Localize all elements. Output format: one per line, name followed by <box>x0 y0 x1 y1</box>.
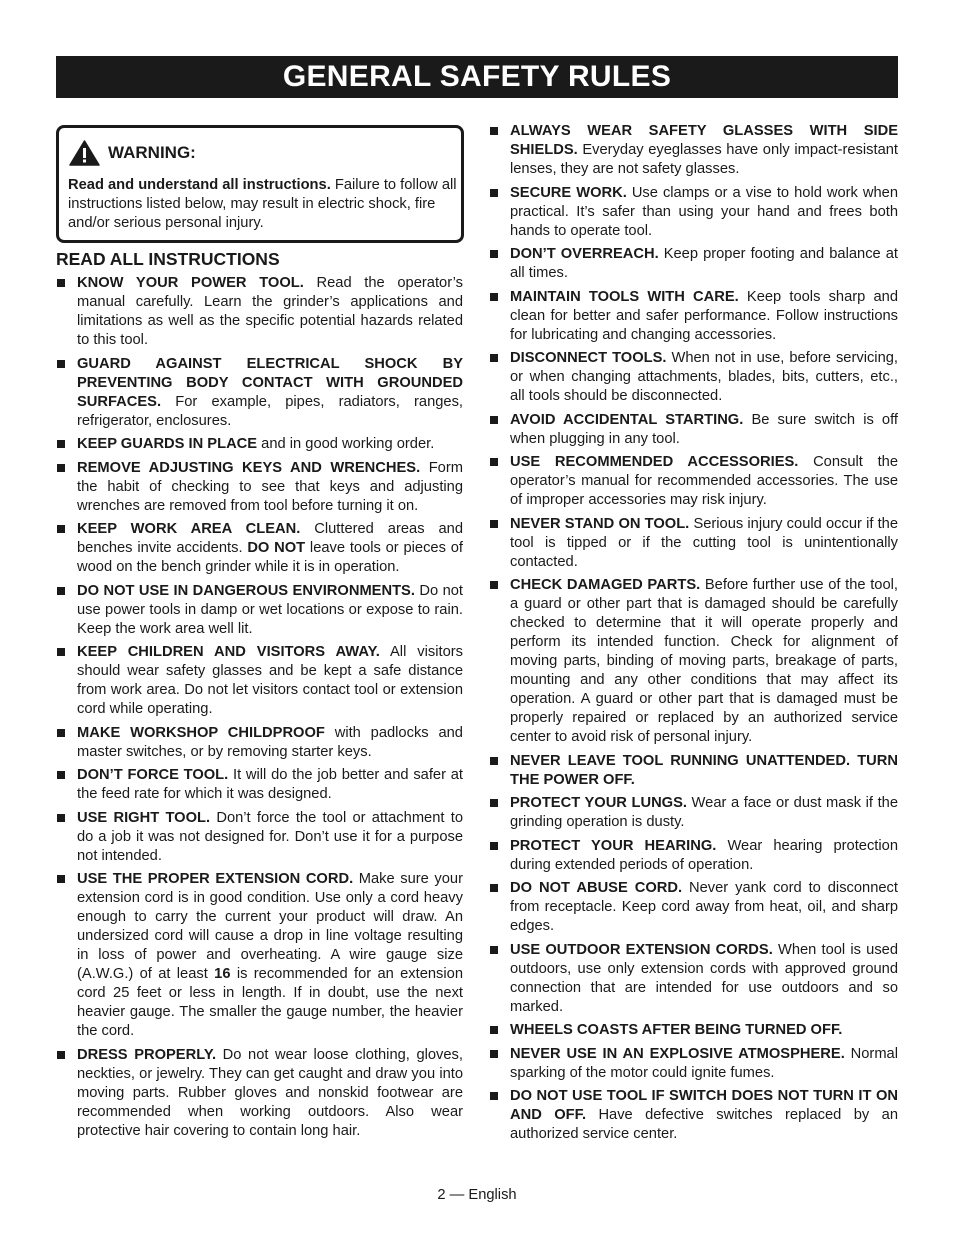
page-title-bar <box>56 56 898 98</box>
safety-rule-item <box>490 1021 898 1040</box>
rule-lead: DRESS PROPERLY. <box>77 1046 217 1063</box>
safety-rule-item <box>490 515 898 572</box>
bullet-square-icon <box>490 189 498 197</box>
safety-rule-item <box>57 643 463 719</box>
bullet-square-icon <box>490 354 498 362</box>
bullet-square-icon <box>57 279 65 287</box>
rule-text: Form the habit of checking to see that keys and adjusting wrenches are removed from tool before turning it on. <box>77 459 463 514</box>
rule-lead: PROTECT YOUR LUNGS. <box>510 795 687 811</box>
rule-lead: KEEP GUARDS IN PLACE <box>77 436 258 452</box>
bullet-square-icon <box>490 581 498 589</box>
rule-lead: REMOVE ADJUSTING KEYS AND WRENCHES. <box>77 459 421 476</box>
rule-text: When tool is used outdoors, use only extension cords with approved ground connection that are intended for use outdoors and so marked. <box>510 941 898 1015</box>
safety-rule-item <box>490 453 898 510</box>
safety-rule-item <box>490 576 898 747</box>
bullet-square-icon <box>490 1050 498 1058</box>
bullet-square-icon <box>490 250 498 258</box>
bullet-square-icon <box>57 1051 65 1059</box>
warning-heading: WARNING: <box>108 143 196 162</box>
safety-rule-item <box>490 122 898 179</box>
rule-lead: USE RIGHT TOOL. <box>77 809 211 826</box>
rule-lead: MAINTAIN TOOLS WITH CARE. <box>510 288 739 305</box>
safety-rule-item <box>490 184 898 241</box>
bullet-square-icon <box>490 799 498 807</box>
safety-rule-item <box>490 837 898 875</box>
safety-rule-item <box>57 355 463 431</box>
rule-lead: WHEELS COASTS AFTER BEING TURNED OFF. <box>510 1022 843 1038</box>
rule-text: It will do the job better and safer at the feed rate for which it was designed. <box>77 767 463 802</box>
bullet-square-icon <box>57 464 65 472</box>
safety-rule-item <box>57 435 463 454</box>
bullet-square-icon <box>490 842 498 850</box>
rule-text: When not in use, before servicing, or when changing attachments, blades, bits, cutters, etc., all tools should be disconnected. <box>510 350 898 404</box>
rule-text: Do not use power tools in damp or wet locations or expose to rain. Keep the work area well lit. <box>77 582 463 637</box>
bullet-square-icon <box>490 520 498 528</box>
rule-text: For example, pipes, radiators, ranges, refrigerator, enclosures. <box>77 393 463 429</box>
rule-text: Have defective switches replaced by an authorized service center. <box>510 1107 898 1142</box>
rule-text: Wear hearing protection during extended periods of operation. <box>510 837 898 873</box>
rule-text-continued: is recommended for an extension cord 25 feet or less in length. If in doubt, use the next heavier gauge. The smaller the gauge number, the heavier the cord. <box>77 966 463 1039</box>
rule-lead: KEEP CHILDREN AND VISITORS AWAY. <box>77 644 380 660</box>
rule-lead: DISCONNECT TOOLS. <box>510 350 667 366</box>
rule-lead: USE OUTDOOR EXTENSION CORDS. <box>510 941 773 958</box>
rule-lead: KEEP WORK AREA CLEAN. <box>77 521 301 537</box>
safety-rule-item <box>57 809 463 866</box>
rule-lead: DO NOT USE TOOL IF SWITCH DOES NOT TURN IT ON AND OFF. <box>510 1088 898 1123</box>
safety-rule-item <box>490 941 898 1017</box>
rule-lead: GUARD AGAINST ELECTRICAL SHOCK BY PREVENTING BODY CONTACT WITH GROUNDED SURFACES. <box>77 355 463 410</box>
rule-text: Before further use of the tool, a guard or other part that is damaged should be carefully checked to determine that it will operate properly and perform its intended function. Check for alignment of moving parts, binding of moving parts, breakage of parts, mounting and any other conditions that may affect its operation. A guard or other part that is damaged must be properly repaired or replaced by an authorized service center to avoid risk of personal injury. <box>510 577 898 745</box>
rule-text: Wear a face or dust mask if the grinding operation is dusty. <box>510 795 898 830</box>
bullet-square-icon <box>490 293 498 301</box>
rule-text: Serious injury could occur if the tool is tipped or if the cutting tool is unintentionally contacted. <box>510 515 898 570</box>
warning-header <box>69 140 196 166</box>
rule-lead: DON’T OVERREACH. <box>510 246 659 262</box>
bullet-square-icon <box>490 884 498 892</box>
left-rules-column <box>57 274 463 1145</box>
rule-text: All visitors should wear safety glasses and be kept a safe distance from work area. Do not let visitors contact tool or extension cord while operating. <box>77 644 464 717</box>
rule-lead: NEVER LEAVE TOOL RUNNING UNATTENDED. TURN THE POWER OFF. <box>510 752 898 788</box>
rule-text: Consult the operator’s manual for recommended accessories. The use of improper accessories may risk injury. <box>510 454 898 508</box>
warning-box <box>56 125 464 243</box>
rule-text: Never yank cord to disconnect from receptacle. Keep cord away from heat, oil, and sharp edges. <box>510 880 898 934</box>
rule-lead: NEVER USE IN AN EXPLOSIVE ATMOSPHERE. <box>510 1045 845 1062</box>
rule-lead: KNOW YOUR POWER TOOL. <box>77 275 304 291</box>
bullet-square-icon <box>57 729 65 737</box>
safety-rule-item <box>57 870 463 1041</box>
bullet-square-icon <box>57 525 65 533</box>
rule-lead: USE RECOMMENDED ACCESSORIES. <box>510 454 799 470</box>
bullet-square-icon <box>57 440 65 448</box>
rule-text: with padlocks and master switches, or by removing starter keys. <box>77 724 463 760</box>
safety-rule-item <box>57 1046 463 1141</box>
rule-lead: USE THE PROPER EXTENSION CORD. <box>77 871 354 887</box>
rule-text: Keep tools sharp and clean for better and safer performance. Follow instructions for lubricating and changing accessories. <box>510 288 898 343</box>
safety-rule-item <box>490 1045 898 1083</box>
warning-text <box>68 176 458 233</box>
rule-text: Cluttered areas and benches invite accidents. <box>77 521 463 556</box>
bullet-square-icon <box>490 1092 498 1100</box>
rule-lead: AVOID ACCIDENTAL STARTING. <box>510 411 744 428</box>
rule-lead: CHECK DAMAGED PARTS. <box>510 577 701 593</box>
rule-lead: ALWAYS WEAR SAFETY GLASSES WITH SIDE SHIELDS. <box>510 123 898 158</box>
rule-emphasis: 16 <box>214 966 231 982</box>
page-title: GENERAL SAFETY RULES <box>282 60 672 93</box>
rule-text: and in good working order. <box>257 436 435 452</box>
rule-text: Don’t force the tool or attachment to do a job it was not designed for. Don’t use it for a purpose not intended. <box>77 809 463 864</box>
warning-triangle-icon <box>69 140 100 166</box>
bullet-square-icon <box>57 771 65 779</box>
safety-rule-item <box>57 459 463 516</box>
bullet-square-icon <box>490 458 498 466</box>
rule-lead: MAKE WORKSHOP CHILDPROOF <box>77 724 325 741</box>
rule-text: Everyday eyeglasses have only impact-resistant lenses, they are not safety glasses. <box>510 142 898 177</box>
rule-text: Be sure switch is off when plugging in any tool. <box>510 411 898 447</box>
bullet-square-icon <box>57 360 65 368</box>
rule-lead: DO NOT USE IN DANGEROUS ENVIRONMENTS. <box>77 582 415 599</box>
safety-rule-item <box>490 245 898 283</box>
rule-lead: DO NOT ABUSE CORD. <box>510 880 683 896</box>
rule-lead: DON’T FORCE TOOL. <box>77 767 229 783</box>
rule-text: Normal sparking of the motor could ignite fumes. <box>510 1045 898 1081</box>
rule-text: Use clamps or a vise to hold work when practical. It’s safer than using your hand and frees both hands to operate tool. <box>510 184 899 239</box>
safety-rule-item <box>490 411 898 449</box>
rule-text: Make sure your extension cord is in good condition. Use only a cord heavy enough to carry the current your product will draw. An undersized cord will cause a drop in line voltage resulting in loss of power and overheating. A wire gauge size (A.W.G.) of at least <box>77 871 463 982</box>
rule-emphasis: DO NOT <box>247 540 306 556</box>
safety-rule-item <box>57 766 463 804</box>
safety-rule-item <box>57 582 463 639</box>
bullet-square-icon <box>490 757 498 765</box>
rule-text: Keep proper footing and balance at all times. <box>510 246 899 281</box>
safety-rule-item <box>490 288 898 345</box>
safety-rule-item <box>490 752 898 790</box>
rule-lead: PROTECT YOUR HEARING. <box>510 837 717 854</box>
bullet-square-icon <box>490 127 498 135</box>
bullet-square-icon <box>57 587 65 595</box>
bullet-square-icon <box>490 1026 498 1034</box>
safety-rule-item <box>490 349 898 406</box>
safety-rule-item <box>490 879 898 936</box>
rule-lead: NEVER STAND ON TOOL. <box>510 515 690 532</box>
right-rules-column <box>490 122 898 1149</box>
rule-text-continued: leave tools or pieces of wood on the bench grinder while it is in operation. <box>77 540 463 575</box>
page-footer: 2 — English <box>437 1187 517 1203</box>
rule-text: Do not wear loose clothing, gloves, neckties, or jewelry. They can get caught and draw you into moving parts. Rubber gloves and nonskid footwear are recommended when working outdoors. Also wear protective hair covering to contain long hair. <box>77 1046 463 1139</box>
bullet-square-icon <box>490 946 498 954</box>
safety-rule-item <box>490 1087 898 1144</box>
rule-text: Read the operator’s manual carefully. Learn the grinder’s applications and limitations as well as the specific potential hazards related to this tool. <box>77 275 463 348</box>
safety-rule-item <box>57 274 463 350</box>
bullet-square-icon <box>490 416 498 424</box>
rule-lead: SECURE WORK. <box>510 184 627 201</box>
warning-body: Failure to follow all instructions listed below, may result in electric shock, fire and/or serious personal injury. <box>68 177 457 231</box>
bullet-square-icon <box>57 648 65 656</box>
bullet-square-icon <box>57 875 65 883</box>
warning-lead: Read and understand all instructions. <box>68 177 331 193</box>
bullet-square-icon <box>57 814 65 822</box>
section-title: READ ALL INSTRUCTIONS <box>56 249 280 269</box>
safety-rule-item <box>57 724 463 762</box>
safety-rule-item <box>57 520 463 577</box>
safety-rule-item <box>490 794 898 832</box>
